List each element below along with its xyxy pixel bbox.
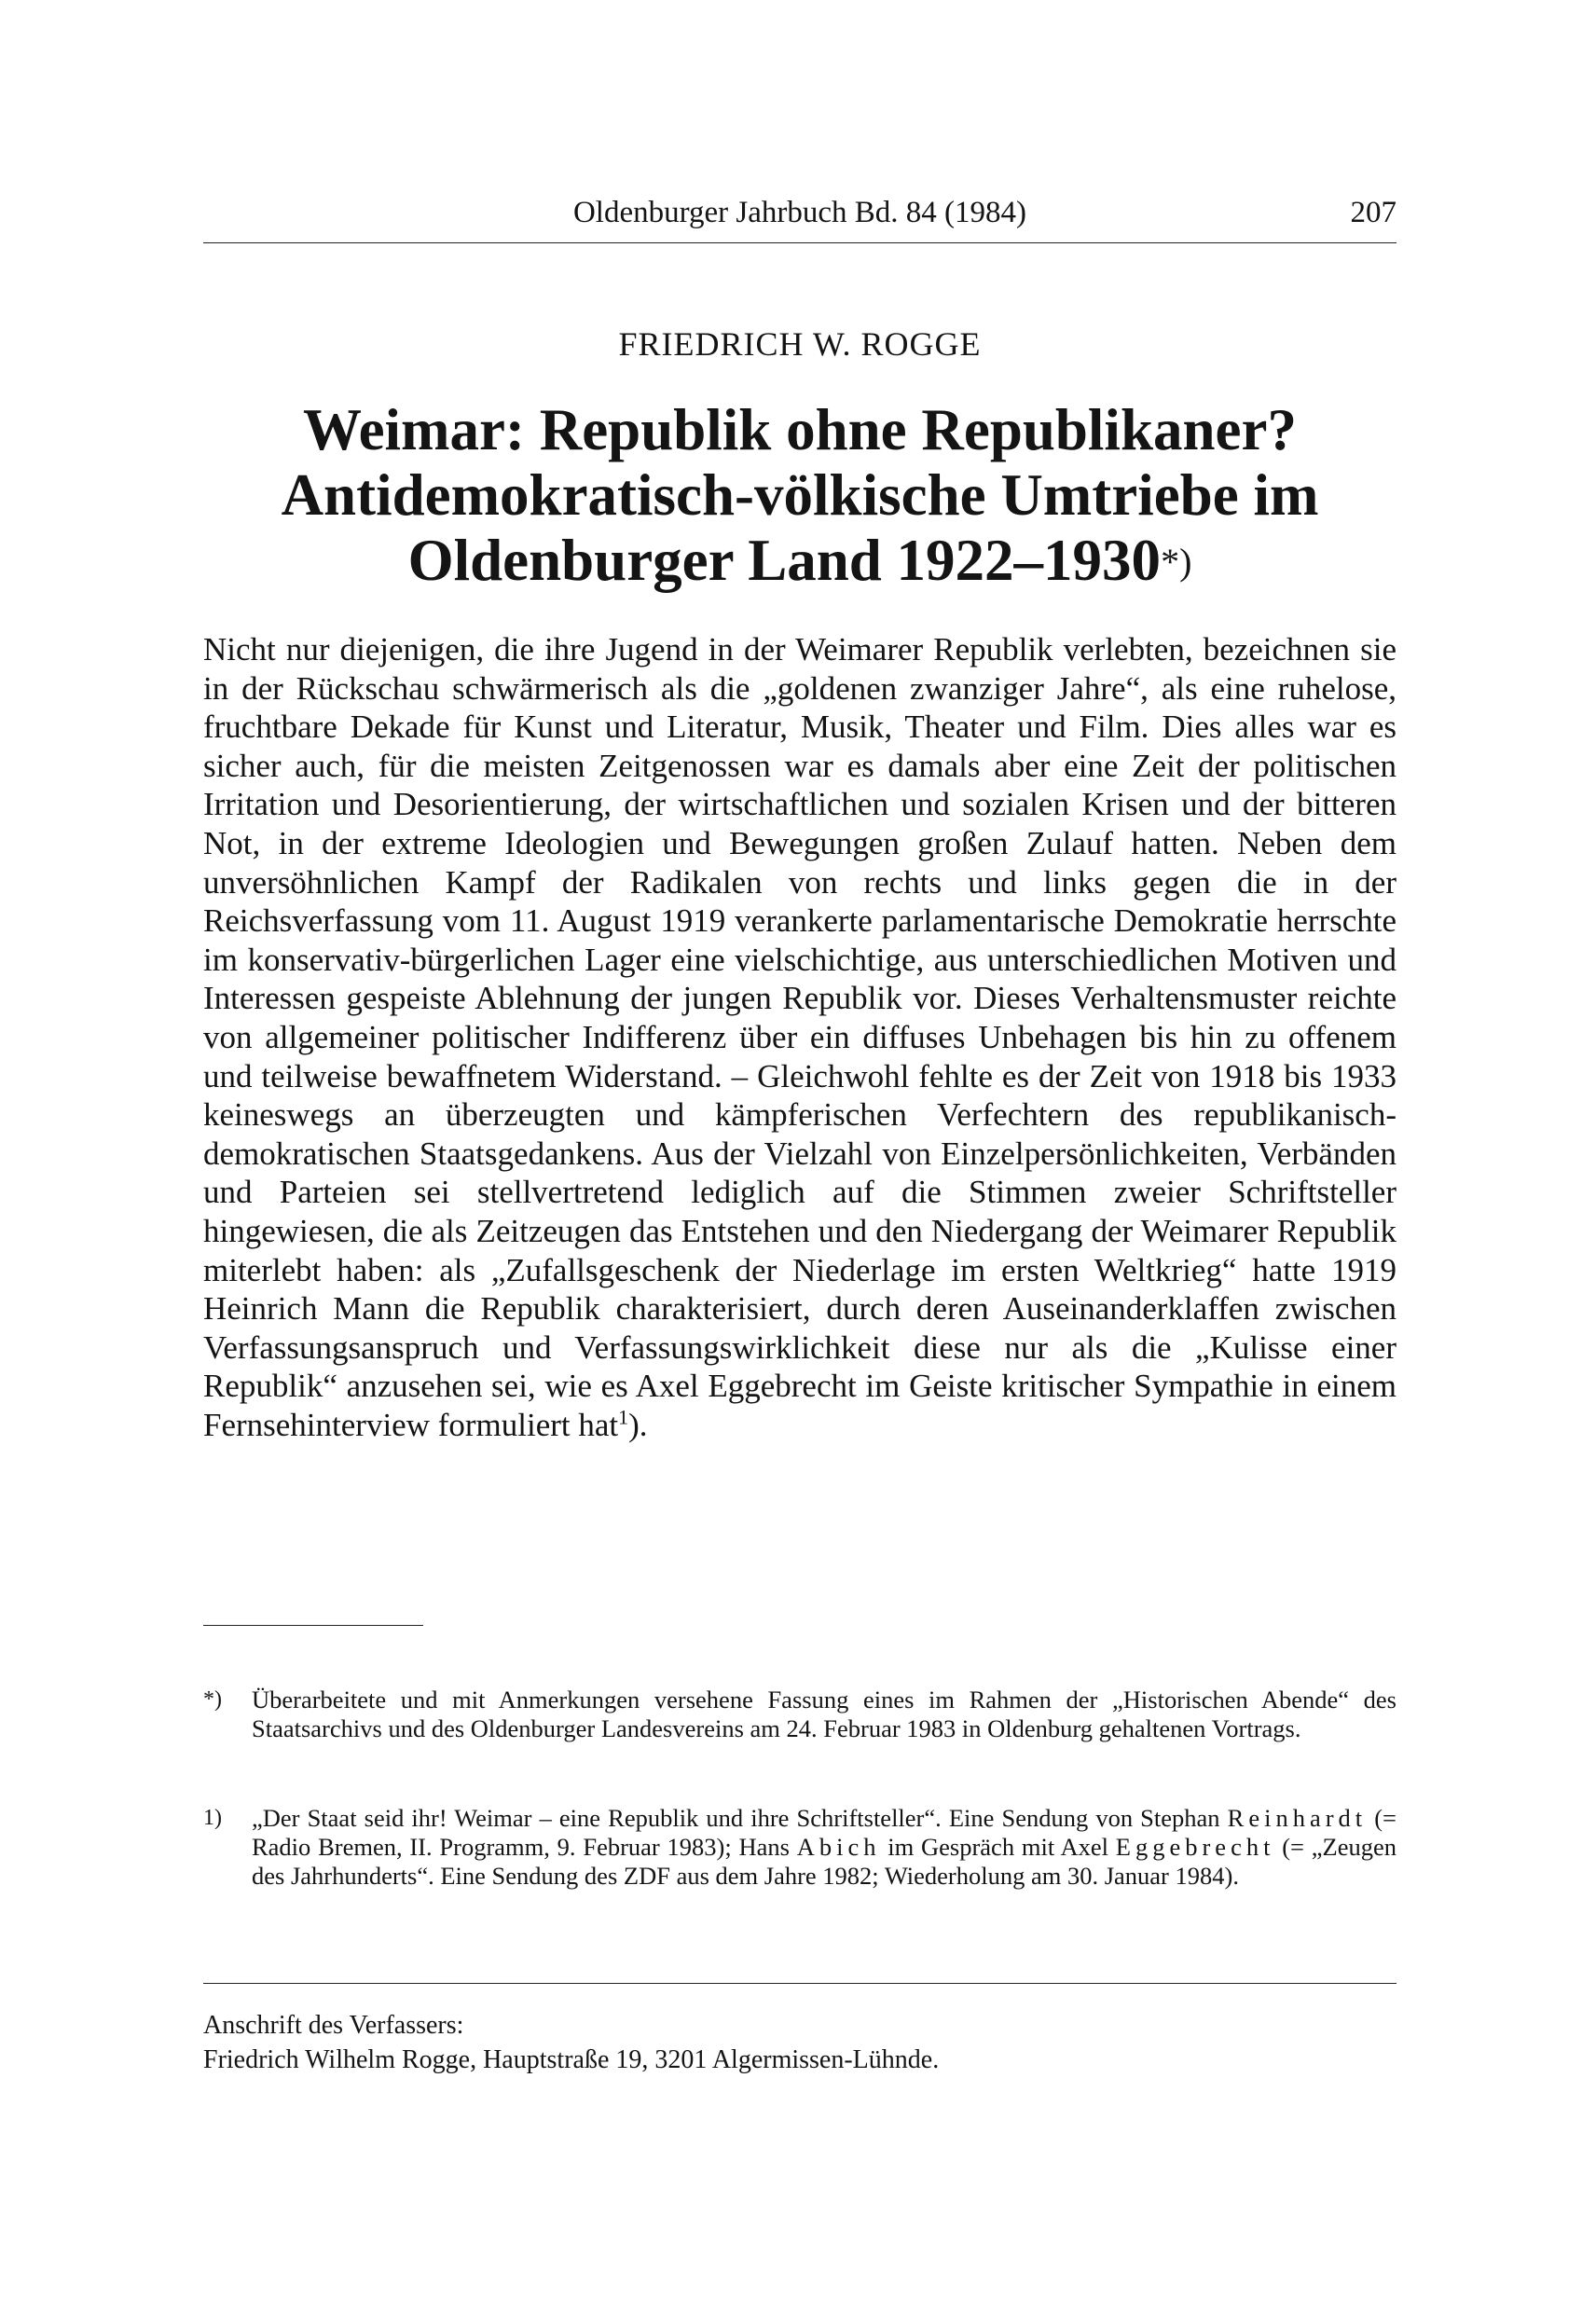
page-number: 207 [1350,196,1396,229]
article-author: FRIEDRICH W. ROGGE [618,325,982,363]
footnote-person-name: Abich [796,1833,881,1861]
title-line-3 [203,528,1396,593]
footnote-text-part: „Der Staat seid ihr! Weimar – eine Republik und ihre Schriftsteller“. Eine Sendung von Stephan [252,1804,1228,1832]
footnote-marker: *) [203,1687,222,1712]
footnote-text-part: (= „Zeugen des Jahrhunderts“. Eine Sendung des ZDF aus dem Jahre 1982; Wiederholung am 30. Januar 1984). [252,1833,1396,1890]
address-rule [203,1983,1396,1984]
footnote-marker: 1) [203,1806,222,1830]
body-paragraph-text: Nicht nur diejenigen, die ihre Jugend in der Weimarer Republik verlebten, bezeichnen sie in der Rückschau schwärmerisch als die „goldenen zwanziger Jahre“, als eine ruhelose, fruchtbare Dekade für Kunst und Literatur, Musik, Theater und Film. Dies alles war es sicher auch, für die meisten Zeitgenossen war es damals aber eine Zeit der politischen Irritation und Desorientierung, der wirtschaftlichen und sozialen Krisen und der bitteren Not, in der extreme Ideologien und Bewegungen großen Zulauf hatten. Neben dem unversöhnlichen Kampf der Radikalen von rechts und links gegen die in der Reichsverfassung vom 11. August 1919 verankerte parlamentarische Demokratie herrschte im konservativ-bürgerlichen Lager eine vielschichtige, aus unterschiedlichen Motiven und Interessen gespeiste Ablehnung der jungen Republik vor. Dieses Verhaltensmuster reichte von allgemeiner politischer Indifferenz über ein diffuses Unbehagen bis hin zu offenem und teilweise bewaffnetem Widerstand. – Gleichwohl fehlte es der Zeit von 1918 bis 1933 keineswegs an überzeugten und kämpferischen Verfechtern des republikanisch-demokratischen Staatsgedankens. Aus der Vielzahl von Einzelpersönlichkeiten, Verbänden und Parteien sei stellvertretend lediglich auf die Stimmen zweier Schriftsteller hingewiesen, die als Zeitzeugen das Entstehen und den Niedergang der Weimarer Republik miterlebt haben: als „Zufallsgeschenk der Niederlage im ersten Weltkrieg“ hatte 1919 Heinrich Mann die Republik charakterisiert, durch deren Auseinanderklaffen zwischen Verfassungsanspruch und Verfassungswirklichkeit diese nur als die „Kulisse einer Republik“ anzusehen sei, wie es Axel Eggebrecht im Geiste kritischer Sympathie in einem Fernsehinterview formuliert hat [203,631,1396,1443]
footnote-person-name: Reinhardt [1227,1804,1368,1832]
footnote-rule [203,1625,423,1626]
document-page [203,0,1396,2312]
address-label: Anschrift des Verfassers: [203,2011,464,2040]
journal-title: Oldenburger Jahrbuch Bd. 84 (1984) [572,196,1027,229]
author-address [203,2008,1396,2077]
footnote-text-part: im Gespräch mit Axel [880,1833,1116,1861]
footnote-text [252,1804,1396,1891]
running-header [203,190,1396,235]
footnote-text: Überarbeitete und mit Anmerkungen versehene Fassung eines im Rahmen der „Historischen Abende“ des Staatsarchivs und des Oldenburger Landesvereins am 24. Februar 1983 in Oldenburg gehaltenen Vortrags. [252,1686,1396,1742]
title-line-1: Weimar: Republik ohne Republikaner? [303,397,1297,462]
footnote-person-name: Eggebrecht [1115,1833,1275,1861]
body-footnote-marker: 1 [618,1405,629,1429]
title-footnote-marker: *) [1161,541,1192,583]
header-rule [203,242,1396,243]
title-line-2: Antidemokratisch-völkische Umtriebe im [281,462,1319,528]
article-title [203,397,1396,593]
body-paragraph-end: ). [628,1406,648,1443]
footnote-text-part: (= Radio Bremen, II. Programm, 9. Februar 1983); Hans [252,1804,1396,1861]
title-line-3-text: Oldenburger Land 1922–1930 [407,528,1162,593]
footnote [203,1686,1396,1743]
footnote [203,1804,1396,1891]
body-paragraph [203,630,1396,1444]
address-text: Friedrich Wilhelm Rogge, Hauptstraße 19, 3201 Algermissen-Lühnde. [203,2045,940,2074]
